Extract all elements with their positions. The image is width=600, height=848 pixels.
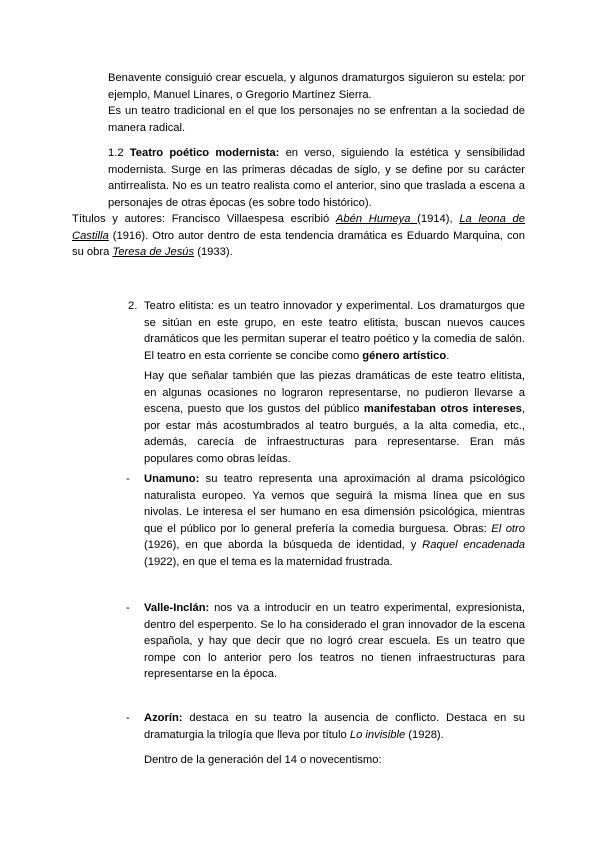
section-1-2: 1.2 Teatro poético modernista: en verso, siguiendo la estética y sensibilidad modernista. Surge en las primeras décadas de siglo, y se define por su carácter antirrealista. No es un teatro realista como el anterior, sino que traslada a escena a personajes de otras épocas (es sobre todo histórico). [108,147,525,209]
author-name: Unamuno: [144,473,200,485]
paragraph-valle-inclan: Valle-Inclán: nos va a introducir en un teatro experimental, expresionista, dentro del esperpento. Se lo ha considerado el gran innovador de la escena española, y hay que decir que no logró crear escuela. Es un teatro que rompe con lo anterior pero los teatros no tienen infraestructuras para representarse en la época. [144,602,525,681]
work-title: La leona de Castilla [72,213,525,242]
work-title: Raquel encadenada [422,539,525,552]
section-2: Teatro elitista: es un teatro innovador y experimental. Los dramaturgos que se sitúan en este grupo, en este teatro elitista, buscan nuevos cauces dramáticos que les permitan superar el teatro poético y la comedia de salón. El teatro en esta corriente se concibe como género artístico. [144,300,525,362]
paragraph-benavente: Benavente consiguió crear escuela, y algunos dramaturgos siguieron su estela: por ejemplo, Manuel Linares, o Gregorio Martínez Sierra. Es un teatro tradicional en el que los personajes no se enfrentan a la sociedad de manera radical. [108,72,525,134]
list-dash: - [126,602,130,614]
paragraph-novecentismo: Dentro de la generación del 14 o novecentismo: [144,754,382,766]
work-title: El otro [491,522,525,535]
paragraph-elitista: Hay que señalar también que las piezas dramáticas de este teatro elitista, en algunas ocasiones no lograron representarse, no pudieron llevarse a escena, puesto que los gustos del público manifestaban otros intereses, por estar más acostumbrados al teatro burgués, a la alta comedia, etc., además, carecía de infraestructuras para representarse. Eran más populares como obras leídas. [144,370,525,465]
paragraph-azorin: Azorín: destaca en su teatro la ausencia de conflicto. Destaca en su dramaturgia la trilogía que lleva por título Lo invisible (1928). [144,712,525,741]
list-number: 2. [128,300,138,312]
paragraph-titles: Títulos y autores: Francisco Villaespesa escribió Abén Humeya (1914), La leona de Castilla (1916). Otro autor dentro de esta tendencia dramática es Eduardo Marquina, con su obra Teresa de Jesús (1933). [72,213,525,259]
author-name: Azorín: [144,712,183,724]
section-number: 1.2 [108,147,124,159]
work-title: Abén Humeya [335,213,418,225]
work-title: Teresa de Jesús [112,246,195,259]
list-dash: - [126,473,130,485]
bold-term: género artístico [362,349,447,362]
section-heading: Teatro poético modernista: [129,147,280,159]
author-name: Valle-Inclán: [144,602,210,614]
bold-term: manifestaban otros intereses [363,403,522,416]
list-dash: - [126,712,130,724]
paragraph-unamuno: Unamuno: su teatro representa una aproximación al drama psicológico naturalista europeo. Ya vemos que seguirá la misma línea que en sus nivolas. Le interesa el ser humano en esa dimensión psicológica, mientras que el público por lo general prefería la comedia burguesa. Obras: El otro (1926), en que aborda la búsqueda de identidad, y Raquel encadenada (1922), en que el tema es la maternidad frustrada. [144,473,525,568]
work-title: Lo invisible [349,728,406,741]
